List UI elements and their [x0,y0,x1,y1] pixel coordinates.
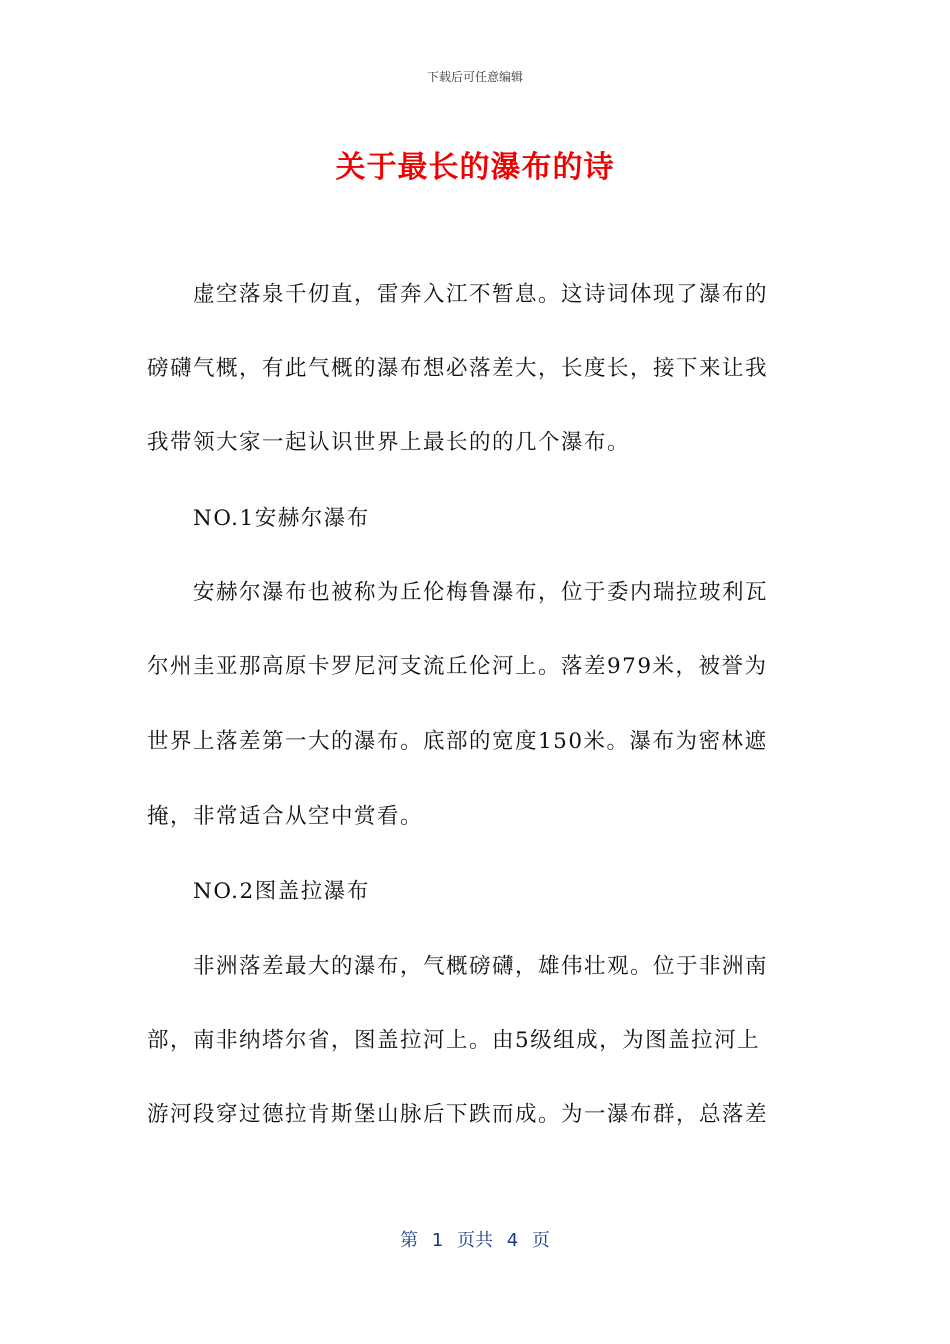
paragraph-line: 我带领大家一起认识世界上最长的的几个瀑布。 [147,430,631,455]
section-heading: NO.2图盖拉瀑布 [193,879,370,904]
document-title: 关于最长的瀑布的诗 [335,150,615,185]
paragraph-line: 安赫尔瀑布也被称为丘伦梅鲁瀑布，位于委内瑞拉玻利瓦 [193,580,769,605]
paragraph-line: 掩，非常适合从空中赏看。 [147,804,424,829]
paragraph-line: 部，南非纳塔尔省，图盖拉河上。由5级组成，为图盖拉河上 [147,1028,761,1053]
paragraph-line: 磅礴气概，有此气概的瀑布想必落差大，长度长，接下来让我 [147,356,769,381]
paragraph-line: 游河段穿过德拉肯斯堡山脉后下跌而成。为一瀑布群，总落差 [147,1102,769,1127]
paragraph-line: 非洲落差最大的瀑布，气概磅礴，雄伟壮观。位于非洲南 [193,954,769,979]
page-footer: 第 1 页共 4 页 [400,1230,550,1251]
section-heading: NO.1安赫尔瀑布 [193,506,370,531]
paragraph-line: 世界上落差第一大的瀑布。底部的宽度150米。瀑布为密林遮 [147,729,768,754]
paragraph-line: 尔州圭亚那高原卡罗尼河支流丘伦河上。落差979米，被誉为 [147,654,768,679]
header-note: 下载后可任意编辑 [426,70,523,84]
paragraph-line: 虚空落泉千仞直，雷奔入江不暂息。这诗词体现了瀑布的 [193,282,769,307]
